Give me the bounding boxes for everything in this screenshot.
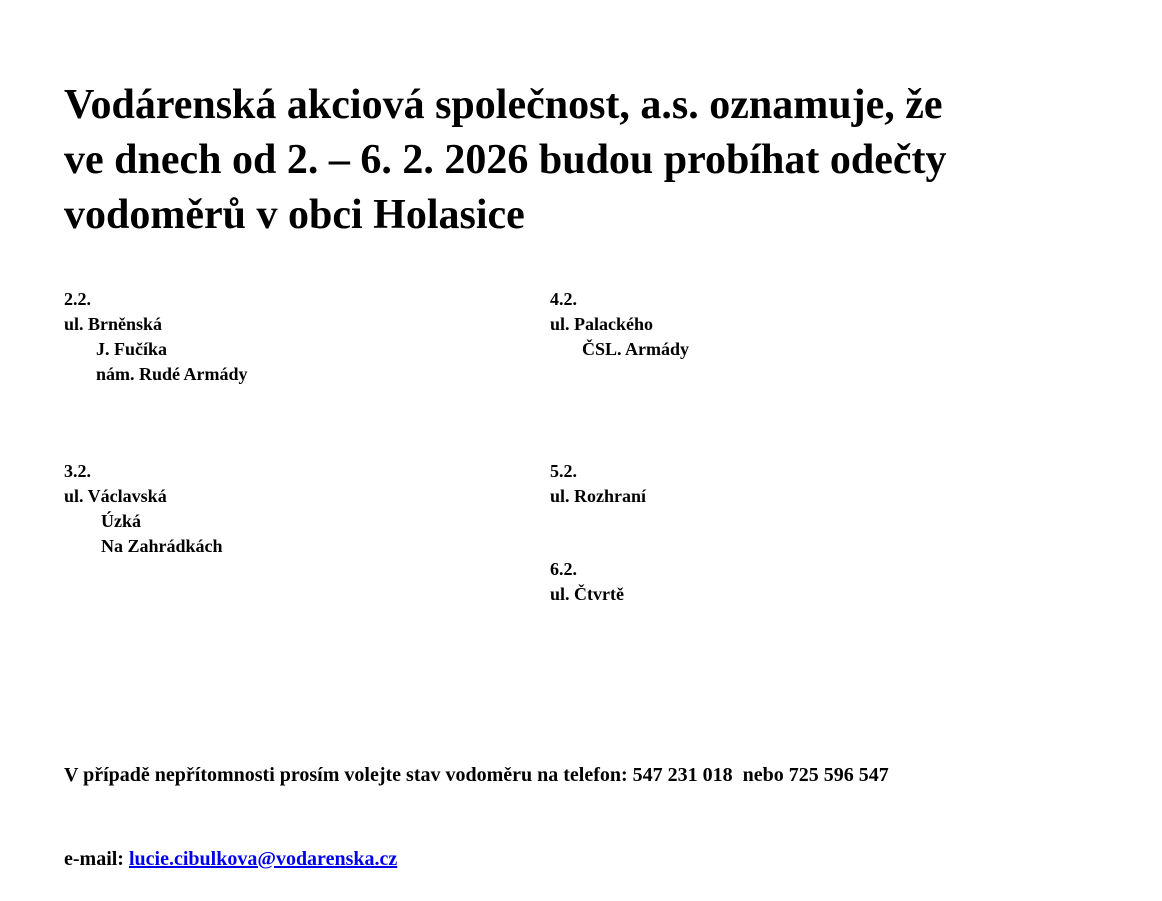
schedule-block-2-2 [64,287,248,387]
title-line-3: vodoměrů v obci Holasice [64,192,525,238]
schedule-block-5-2 [550,459,646,509]
email-line [64,845,889,873]
schedule-street: ul. Rozhraní [550,486,647,506]
email-label: e-mail: [64,848,129,870]
absence-instructions: V případě nepřítomnosti prosím volejte stav vodoměru na telefon: 547 231 018 nebo 725 596 547 [64,764,889,786]
schedule-substreet: Na Zahrádkách [101,536,223,556]
email-link[interactable]: lucie.cibulkova@vodarenska.cz [128,848,398,870]
announcement-title [64,78,1124,243]
schedule-date: 2.2. [64,289,91,309]
schedule-date: 4.2. [550,289,577,309]
schedule-substreet: ČSL. Armády [582,339,690,359]
schedule-substreet: J. Fučíka [96,339,168,359]
schedule-block-3-2 [64,459,223,559]
title-line-1: Vodárenská akciová společnost, a.s. oznamuje, že [64,82,943,128]
schedule-date: 3.2. [64,461,91,481]
title-line-2: ve dnech od 2. – 6. 2. 2026 budou probíhat odečty [64,137,947,183]
schedule-date: 5.2. [550,461,577,481]
schedule-substreet: Úzká [101,511,141,531]
contact-footer [64,705,889,901]
schedule-substreet: nám. Rudé Armády [96,364,248,384]
schedule-street: ul. Brněnská [64,314,163,334]
schedule-street: ul. Čtvrtě [550,584,624,604]
schedule-date: 6.2. [550,559,577,579]
schedule-street: ul. Palackého [550,314,654,334]
schedule-block-6-2 [550,557,624,607]
schedule-block-4-2 [550,287,689,362]
schedule-street: ul. Václavská [64,486,167,506]
